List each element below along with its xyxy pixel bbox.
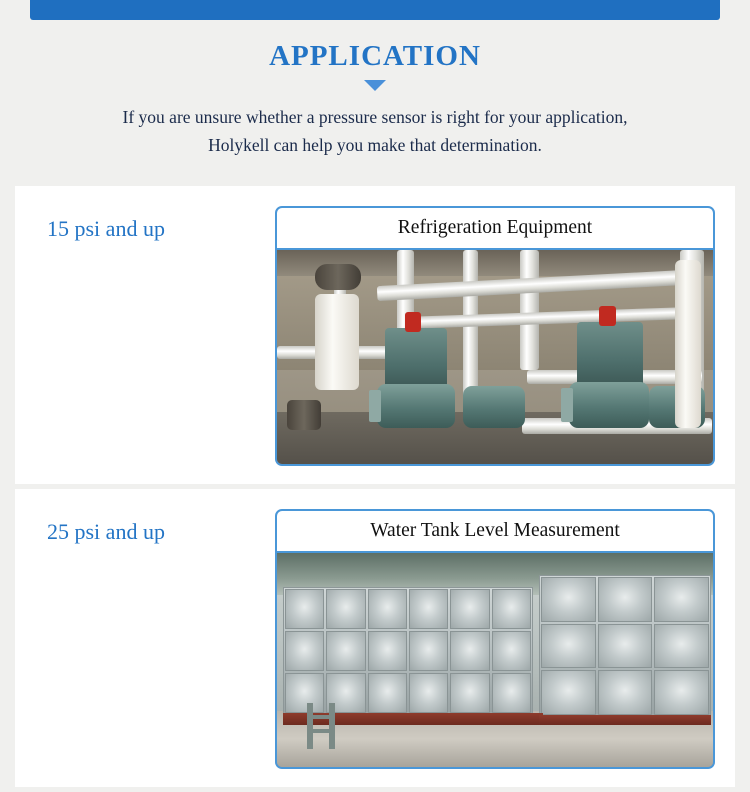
psi-label: 15 psi and up: [47, 216, 165, 241]
application-title: Water Tank Level Measurement: [275, 509, 715, 553]
section-header: [0, 40, 750, 159]
application-card-water-tank: [15, 489, 735, 787]
page-title: APPLICATION: [269, 40, 481, 72]
section-subtitle: [30, 103, 720, 159]
subtitle-line-1: If you are unsure whether a pressure sensor is right for your application,: [122, 107, 628, 127]
application-card-refrigeration: [15, 186, 735, 484]
water-tank-level-measurement-photo: [275, 553, 715, 769]
triangle-down-icon: [364, 80, 386, 91]
media-block: [275, 509, 715, 769]
psi-label: 25 psi and up: [47, 519, 165, 544]
application-title: Refrigeration Equipment: [275, 206, 715, 250]
subtitle-line-2: Holykell can help you make that determination.: [208, 135, 542, 155]
media-block: [275, 206, 715, 466]
refrigeration-equipment-photo: [275, 250, 715, 466]
top-blue-bar: [30, 0, 720, 20]
